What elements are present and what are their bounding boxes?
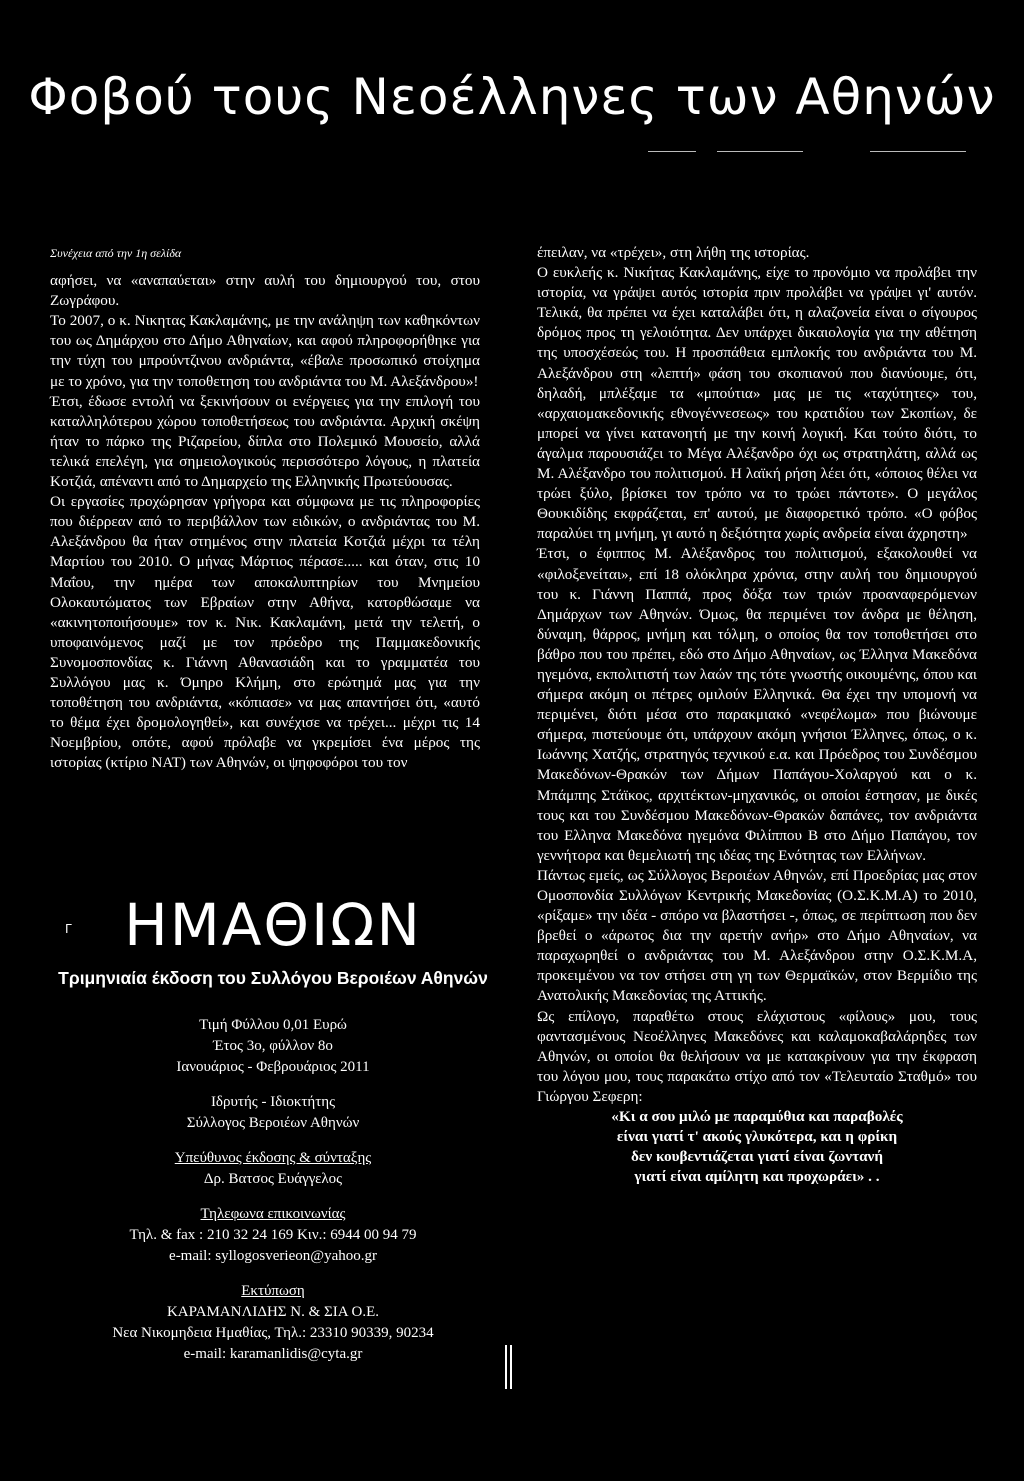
poem-line: είναι γιατί τ' ακούς γλυκότερα, και η φρίκη — [616, 1128, 898, 1146]
masthead-title: ΗΜΑΘΙΩΝ — [124, 891, 422, 959]
article-paragraph: αφήσει, να «αναπαύεται» στην αυλή του δημιουργού του, στου Ζωγράφου. — [50, 272, 480, 310]
founder-name: Σύλλογος Βεροιέων Αθηνών — [186, 1115, 360, 1131]
article-paragraph: Έτσι, έδωσε εντολή να ξεκινήσουν οι ενέργειες για την επιλογή του καταλληλότερου χώρου τοποθετήσεως του ανδριάντα. Αρχική σκέψη ήταν το πάρκο της Ριζαρείου, δίπλα στο Πολεμικό Μουσείο, αλλά τελικά επελέγη, για σημειολογικούς περισσότερο λόγους, η πλατεία Κοτζιά, απέναντι από το Δημαρχείο της Ελληνικής Πρωτεύουσας. — [50, 392, 480, 491]
left-column — [50, 243, 480, 773]
decorative-rule — [870, 151, 966, 152]
article-paragraph: Οι εργασίες προχώρησαν γρήγορα και σύμφωνα με τις πληροφορίες που διέρρεαν από το περιβάλλον των ειδικών, ο ανδριάντας του Μ. Αλεξάνδρου θα ήταν στημένος στην πλατεία Κοτζιά μέχρι τα τέλη Μαρτίου του 2010. Ο μήνας Μάρτιος πέρασε..... και όταν, στις 10 Μαΐου, την ημέρα των αποκαλυπτηρίων του Μνημείου Ολοκαυτώματος των Εβραίων στην Αθήνα, κατορθώσαμε να «ακινητοποιήσουμε» τον κ. Νικ. Κακλαμάνη, μετά την τελετή, ο υποφαινόμενος μαζί με τον πρόεδρο της Παμμακεδονικής Συνομοσπονδίας κ. Γιάννη Αθανασιάδη και το γραμματέα του Συλλόγου μας κ. Όμηρο Κλήμη, στο ερώτημά μας για την τοποθέτηση του ανδριάντα, «κόπιασε» να μας απαντήσει ότι, «αυτό το θέμα έχει δρομολογηθεί», και συνέχισε να τρέχει... μέχρι τις 14 Νοεμβρίου, οπότε, αφού πρόλαβε να γκρεμίσει ένα μέρος της ιστορίας (κτίριο ΝΑΤ) των Αθηνών, οι ψηφοφόροι του τον — [50, 493, 480, 772]
printer-info — [58, 1281, 488, 1365]
printer-address: Νεα Νικομηδεια Ημαθίας, Τηλ.: 23310 90339, 90234 — [112, 1325, 434, 1341]
founder-label: Ιδρυτής - Ιδιοκτήτης — [210, 1094, 336, 1110]
newspaper-masthead — [58, 892, 488, 1379]
article-paragraph: Έτσι, ο έφιππος Μ. Αλέξανδρος του πολιτισμού, εξακολουθεί να «φιλοξενείται», επί 18 ολόκληρα χρόνια, στην αυλή του δημιουργού του κ. Γιάννη Παππά, προς δόξα των τριών προαναφερόμενων Δημάρχων των Αθηνών. Όμως, θα περιμένει τον άνδρα με θέληση, δύναμη, θάρρος, μνήμη και τόλμη, ο οποίος θα τον τοποθετήσει στο βάθρο που του πρέπει, εδώ στο Δήμο Αθηναίων, ως Έλληνα Μακεδόνα ηγεμόνα, εκπολιτιστή των λαών της τότε γνωστής οικουμένης, όπου και σήμερα ακόμη οι πέτρες ομιλούν Ελληνικά. Θα έχει την υπομονή να περιμένει, διότι μέσα στο παρακμιακό «νεφέλωμα» που βιώνουμε σήμερα, πιστεύουμε ότι, υπάρχουν ακόμη γνήσιοι Έλληνες, όπως, ο κ. Ιωάννης Χατζής, στρατηγός τεχνικού ε.α. και Πρόεδρος του Συνδέσμου Μακεδόνων-Θρακών των Δήμων Παπάγου-Χολαργού και ο κ. Μπάμπης Στάϊκος, αρχιτέκτων-μηχανικός, οι οποίοι έστησαν, με δικές τους και του Συνδέσμου Μακεδόνων-Θρακών δαπάνες, τον ανδριάντα του Ελληνα Μακεδόνα ηγεμόνα Φιλίππου Β στο Δήμο Παπάγου, τον γεννήτορα και θεμελιωτή της ιδέας της Ενότητας των Ελλήνων. — [537, 545, 977, 864]
printer-label: Εκτύπωση — [241, 1283, 305, 1299]
article-paragraph: έπειλαν, να «τρέχει», στη λήθη της ιστορίας. — [537, 244, 810, 261]
article-paragraph: Πάντως εμείς, ως Σύλλογος Βεροιέων Αθηνών, επί Προεδρίας μας στον Ομοσπονδία Συλλόγων Κεντρικής Μακεδονίας (Ο.Σ.Κ.Μ.Α) το 2010, «ρίξαμε» την ιδέα - σπόρο να βλαστήσει -, όπως, σε περίπτωση που δεν βρεθεί ο «άρωτος δια την αρετήν ανήρ» στο Δήμο Αθηναίων, να παραχωρηθεί ο ανδριάντας του Μ. Αλεξάνδρου στην Ο.Σ.Κ.Μ.Α, προκειμένου να τον στήσει στη γη των Θερμαϊκών, στον Βερμίδιο της Ανατολικής Μακεδονίας της Αττικής. — [537, 866, 977, 1005]
contact-label: Τηλεφωνα επικοινωνίας — [200, 1206, 346, 1222]
article-paragraph: Ως επίλογο, παραθέτω στους ελάχιστους «φίλους» μου, τους φαντασμένους Νεοέλληνες Μακεδόνες και καλαμοκαβαλάρηδες των Αθηνών, οι οποίοι θα θελήσουν να με κατακρίνουν για την έκφραση του λόγου μου, τους παρακάτω στίχο από τον «Τελευταίο Σταθμό» του Γιώργου Σεφερη: — [537, 1007, 977, 1105]
poem-line: δεν κουβεντιάζεται γιατί είναι ζωντανή — [631, 1148, 883, 1166]
printer-email: e-mail: karamanlidis@cyta.gr — [183, 1346, 363, 1362]
poem-line: γιατί είναι αμίλητη και προχωράει» . . — [634, 1168, 880, 1186]
issue-info — [58, 1015, 488, 1078]
right-column — [537, 243, 977, 1187]
article-headline: Φοβού τους Νεοέλληνες των Αθηνών — [28, 68, 996, 126]
editor-label: Υπεύθυνος έκδοσης & σύνταξης — [174, 1150, 372, 1166]
editor-name: Δρ. Βατσος Ευάγγελος — [203, 1171, 343, 1187]
poem-line: «Κι α σου μιλώ με παραμύθια και παραβολές — [611, 1108, 903, 1126]
continuation-note: Συνέχεια από την 1η σελίδα — [50, 246, 182, 260]
editor-info — [58, 1148, 488, 1190]
founder-info — [58, 1092, 488, 1134]
vertical-rule — [510, 1345, 512, 1389]
contact-email: e-mail: syllogosverieon@yahoo.gr — [169, 1248, 377, 1264]
issue-price: Τιμή Φύλλου 0,01 Ευρώ — [199, 1017, 347, 1033]
contact-info — [58, 1204, 488, 1267]
article-paragraph: Το 2007, ο κ. Νικητας Κακλαμάνης, με την ανάληψη των καθηκόντων του ως Δημάρχου στο Δήμο Αθηναίων, και αφού πληροφορήθηκε για την τύχη του μπρούντζινου ανδριάντα, «έβαλε προσωπικό στοίχημα με το χρόνο, για την τοποθετηση του ανδριάντα του Μ. Αλεξάνδρου»! — [50, 312, 480, 390]
decorative-rule — [717, 151, 803, 152]
masthead-subtitle: Τριμηνιαία έκδοση του Συλλόγου Βεροιέων Αθηνών — [58, 968, 488, 988]
printer-name: ΚΑΡΑΜΑΝΛΙΔΗΣ Ν. & ΣΙΑ Ο.Ε. — [166, 1304, 380, 1320]
vertical-rule — [505, 1345, 507, 1389]
decorative-rule — [648, 151, 696, 152]
masthead-mark: Γ — [65, 922, 72, 936]
contact-phone: Τηλ. & fax : 210 32 24 169 Κιν.: 6944 00 94 79 — [129, 1227, 417, 1243]
issue-period: Ιανουάριος - Φεβρουάριος 2011 — [176, 1059, 370, 1075]
issue-year: Έτος 3ο, φύλλον 8ο — [213, 1038, 333, 1054]
article-paragraph: Ο ευκλεής κ. Νικήτας Κακλαμάνης, είχε το προνόμιο να προλάβει την ιστορία, να γράψει αυτός ιστορία πριν προλάβει να γράψει γι' αυτόν. Τελικά, θα πρέπει να έχει καταλάβει ότι, η αλαζονεία είναι ο σίγουρος δρόμος προς τη γελοιότητα. Δεν υπάρχει δικαιολογία για την αθέτηση της υποσχέσεώς του. Η προσπάθεια εμπλοκής του ανδριάντα του Μ. Αλεξάνδρου στη «λεπτή» φάση του σκοπιανού που διανύουμε, ότι, δηλαδή, μπλέξαμε τα «μπούτια» μας με τις «ταχύτητες» του, «αρχαιομακεδονικής εθνογέννεσεως» του κρατιδίου των Σκοπίων, δε μπορεί να γίνει κατανοητή με την κοινή λογική. Και τούτο διότι, το άγαλμα παρουσιάζει το Μέγα Αλέξανδρο όχι ως στρατηλάτη, αλλά ως Μ. Αλέξανδρο του πολιτισμού. Η λαϊκή ρήση λέει ότι, «όποιος θέλει να τρώει ξύλο, βρίσκει τον τρόπο να το τρώει πάντοτε». Ο μεγάλος Θουκιδίδης εκφράζεται, επ' αυτού, με διαφορετικό τρόπο. «Ο φόβος παραλύει τη μνήμη, γι αυτό η δεξιότητα χωρίς ανδρεία είναι άχρηστη» — [537, 264, 977, 543]
